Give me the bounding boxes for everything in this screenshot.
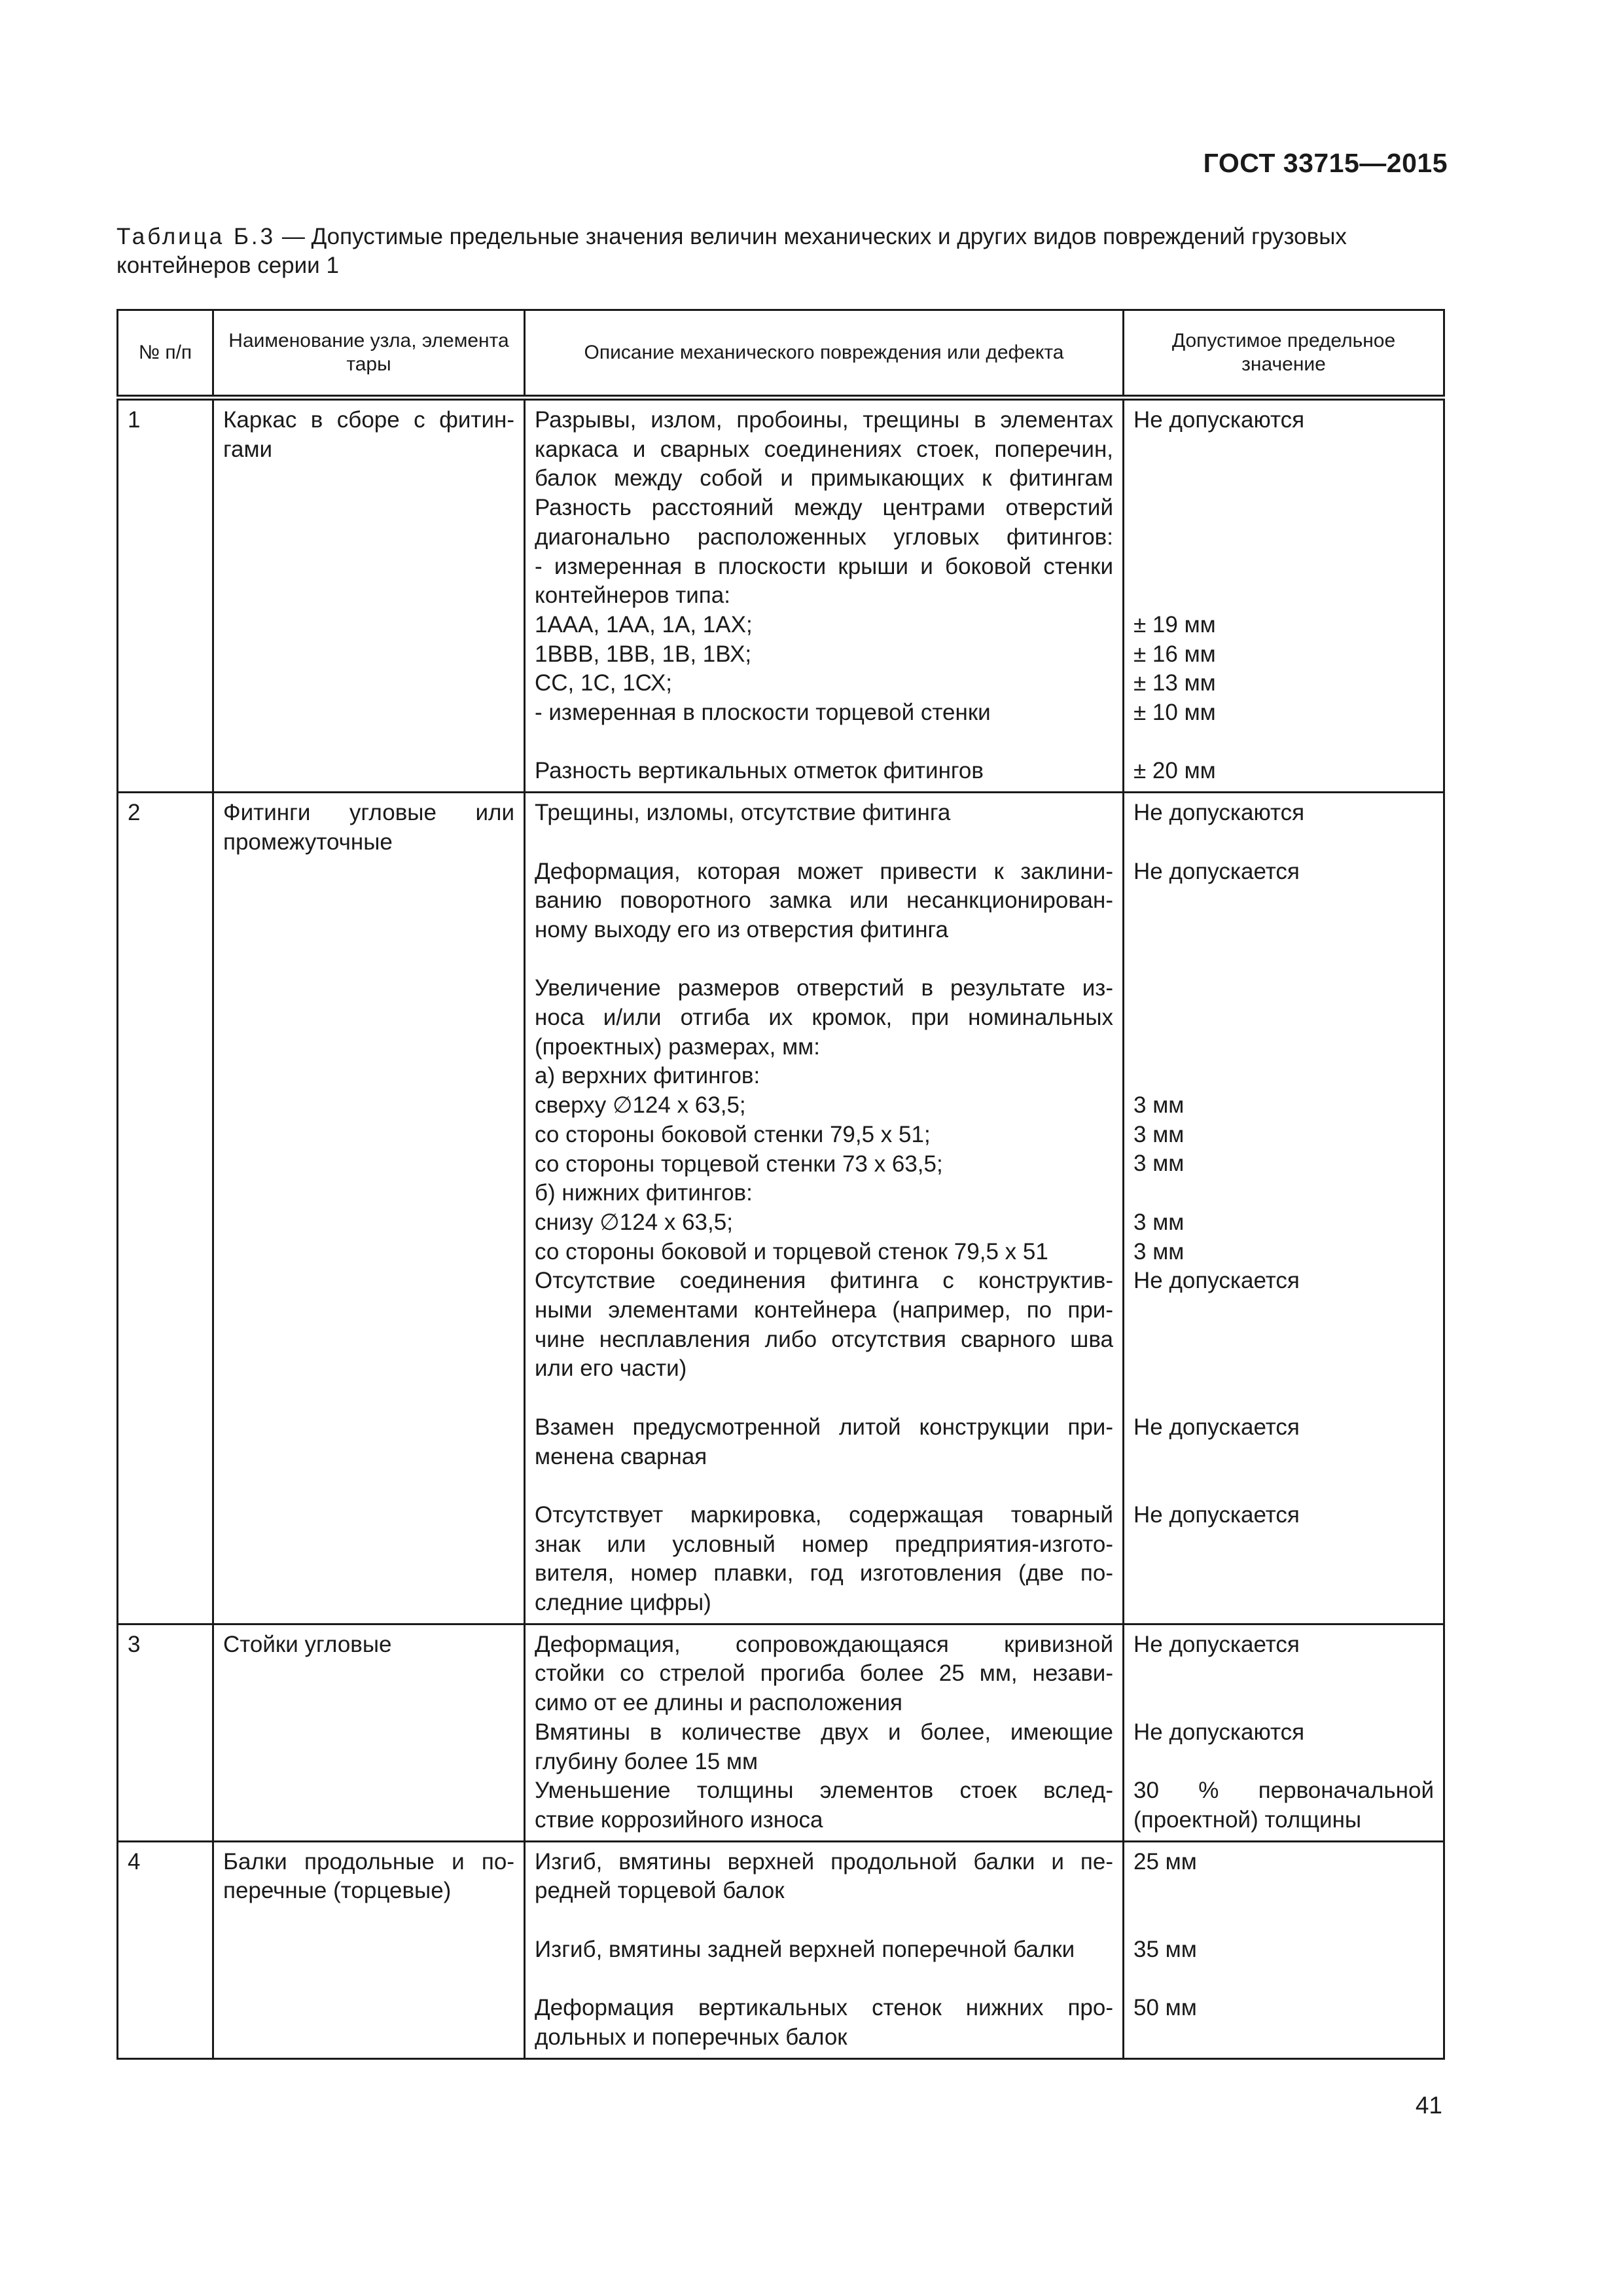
permissible-value-line — [1133, 1179, 1434, 1208]
element-name-line: Фитинги угловые или — [223, 800, 514, 826]
permissible-value-line — [1133, 728, 1434, 757]
damage-description-line: стойки со стрелой прогиба более 25 мм, незави- — [535, 1660, 1113, 1687]
permissible-value-line — [1133, 916, 1434, 945]
document-standard-header: ГОСТ 33715—2015 — [1203, 148, 1448, 178]
permissible-value-line — [1133, 435, 1434, 465]
damage-description-line: Вмятины в количестве двух и более, имеющие — [535, 1719, 1113, 1745]
damage-description-line — [535, 1906, 1113, 1935]
row-number: 3 — [118, 1624, 213, 1841]
table-row — [118, 1841, 1444, 2058]
element-name-line: Каркас в сборе с фитин- — [223, 407, 514, 433]
damage-description-line: Разность вертикальных отметок фитингов — [535, 758, 984, 784]
damage-description-line — [535, 728, 1113, 757]
damage-description-line — [535, 1384, 1113, 1413]
damage-description-line: Уменьшение толщины элементов стоек вслед- — [535, 1778, 1113, 1804]
page-number: 41 — [1415, 2092, 1442, 2119]
permissible-value-line — [1133, 1748, 1434, 1777]
damage-description-line: глубину более 15 мм — [535, 1748, 758, 1774]
damage-description-line: ванию поворотного замка или несанкционирован- — [535, 888, 1113, 914]
damage-description-line — [535, 1964, 1113, 1994]
permissible-value — [1124, 793, 1444, 1624]
permissible-value-line: ± 16 мм — [1133, 641, 1216, 667]
damage-limits-table — [116, 309, 1445, 2060]
damage-description-line: 1ААА, 1АА, 1А, 1АХ; — [535, 611, 753, 637]
damage-description — [525, 1841, 1124, 2058]
permissible-value-line: 3 мм — [1133, 1151, 1185, 1177]
permissible-value-line — [1133, 1471, 1434, 1501]
permissible-value-line — [1133, 1906, 1434, 1935]
damage-description-line: снизу ∅124 x 63,5; — [535, 1209, 733, 1235]
element-name-line: промежуточные — [223, 829, 393, 855]
table-row — [118, 398, 1444, 793]
row-number: 1 — [118, 398, 213, 793]
permissible-value — [1124, 1624, 1444, 1841]
permissible-value-line: Не допускаются — [1133, 1719, 1305, 1745]
permissible-value — [1124, 398, 1444, 793]
damage-description-line: а) верхних фитингов: — [535, 1063, 760, 1089]
permissible-value-line: ± 13 мм — [1133, 670, 1216, 696]
damage-description — [525, 1624, 1124, 1841]
damage-description-line: со стороны боковой стенки 79,5 x 51; — [535, 1121, 931, 1147]
damage-description-line: следние цифры) — [535, 1590, 711, 1616]
permissible-value-line: Не допускается — [1133, 1414, 1300, 1440]
permissible-value-line: 3 мм — [1133, 1209, 1185, 1235]
damage-description-line: диагонально расположенных угловых фитингов: — [535, 524, 1113, 550]
permissible-value-line — [1133, 523, 1434, 552]
damage-description-line: Увеличение размеров отверстий в результате из- — [535, 975, 1113, 1001]
damage-description-line: - измеренная в плоскости крыши и боковой стенки — [535, 553, 1113, 579]
damage-description-line: симо от ее длины и расположения — [535, 1690, 902, 1716]
damage-description-line: ствие коррозийного износа — [535, 1806, 823, 1833]
permissible-value-line: Не допускаются — [1133, 407, 1305, 433]
damage-description-line: со стороны боковой и торцевой стенок 79,5 x 51 — [535, 1238, 1048, 1265]
permissible-value-line: 50 мм — [1133, 1995, 1197, 2021]
permissible-value-line: 3 мм — [1133, 1238, 1185, 1265]
permissible-value-line: Не допускаются — [1133, 800, 1305, 826]
permissible-value-line: ± 19 мм — [1133, 611, 1216, 637]
table-row — [118, 793, 1444, 1624]
permissible-value-line — [1133, 464, 1434, 493]
damage-description-line: ными элементами контейнера (например, по при- — [535, 1297, 1113, 1323]
damage-description-line: Изгиб, вмятины верхней продольной балки и пе- — [535, 1848, 1113, 1874]
table-caption-label: Таблица Б.3 — [116, 224, 276, 249]
permissible-value — [1124, 1841, 1444, 2058]
element-name — [213, 1841, 525, 2058]
damage-description — [525, 793, 1124, 1624]
element-name — [213, 793, 525, 1624]
damage-description-line: Отсутствие соединения фитинга с конструктив- — [535, 1268, 1113, 1294]
damage-description-line: каркаса и сварных соединениях стоек, поперечин, — [535, 436, 1113, 462]
permissible-value-line — [1133, 1689, 1434, 1718]
damage-description-line — [535, 828, 1113, 857]
damage-description-line: сверху ∅124 x 63,5; — [535, 1092, 746, 1119]
permissible-value-line — [1133, 1003, 1434, 1033]
permissible-value-line — [1133, 1325, 1434, 1355]
permissible-value-line: Не допускается — [1133, 1631, 1300, 1657]
damage-description-line: балок между собой и примыкающих к фитингам — [535, 465, 1113, 492]
damage-description-line: Разность расстояний между центрами отверстий — [535, 495, 1113, 521]
permissible-value-line: ± 20 мм — [1133, 758, 1216, 784]
permissible-value-line: Не допускается — [1133, 1501, 1300, 1528]
damage-description-line: 1ВВВ, 1ВВ, 1В, 1ВХ; — [535, 641, 752, 667]
permissible-value-line: 25 мм — [1133, 1848, 1197, 1874]
table-row — [118, 1624, 1444, 1841]
permissible-value-line — [1133, 886, 1434, 916]
permissible-value-line — [1133, 1384, 1434, 1413]
permissible-value-line: Не допускается — [1133, 1268, 1300, 1294]
element-name-line: перечные (торцевые) — [223, 1878, 452, 1904]
damage-description-line: Изгиб, вмятины задней верхней поперечной балки — [535, 1936, 1075, 1962]
permissible-value-line — [1133, 1659, 1434, 1689]
damage-description-line: б) нижних фитингов: — [535, 1180, 753, 1206]
element-name-line: Балки продольные и по- — [223, 1848, 514, 1874]
damage-description-line: Деформация, сопровождающаяся кривизной — [535, 1631, 1113, 1657]
permissible-value-line — [1133, 1530, 1434, 1559]
damage-description-line: редней торцевой балок — [535, 1878, 785, 1904]
permissible-value-line — [1133, 945, 1434, 975]
permissible-value-line: ± 10 мм — [1133, 699, 1216, 725]
permissible-value-line: 3 мм — [1133, 1121, 1185, 1147]
permissible-value-line — [1133, 1033, 1434, 1062]
damage-description-line — [535, 945, 1113, 975]
permissible-value-line: Не допускается — [1133, 858, 1300, 884]
damage-description-line: менена сварная — [535, 1443, 707, 1469]
element-name-line: гами — [223, 436, 273, 462]
damage-description-line: носа и/или отгиба их кромок, при номинальных — [535, 1005, 1113, 1031]
element-name — [213, 398, 525, 793]
damage-description-line: Взамен предусмотренной литой конструкции при- — [535, 1414, 1113, 1440]
permissible-value-line: 35 мм — [1133, 1936, 1197, 1962]
column-header-num: № п/п — [118, 310, 213, 398]
permissible-value-line — [1133, 974, 1434, 1003]
permissible-value-line — [1133, 1296, 1434, 1325]
damage-description-line: Трещины, изломы, отсутствие фитинга — [535, 800, 951, 826]
table-caption-text: — Допустимые предельные значения величин механических и других видов повреждений грузовых контейнеров серии 1 — [116, 224, 1347, 278]
damage-description-line: СС, 1С, 1СХ; — [535, 670, 673, 696]
damage-description-line: чине несплавления либо отсутствия сварного шва — [535, 1326, 1113, 1352]
row-number: 4 — [118, 1841, 213, 2058]
damage-description-line — [535, 1471, 1113, 1501]
permissible-value-line — [1133, 1876, 1434, 1906]
permissible-value-line — [1133, 1062, 1434, 1091]
permissible-value-line — [1133, 2023, 1434, 2053]
damage-description-line: Деформация, которая может привести к заклини- — [535, 858, 1113, 884]
permissible-value-line — [1133, 1588, 1434, 1618]
permissible-value-line — [1133, 1442, 1434, 1471]
permissible-value-line — [1133, 1559, 1434, 1588]
column-header-name: Наименование узла, элемента тары — [213, 310, 525, 398]
damage-description-line: со стороны торцевой стенки 73 x 63,5; — [535, 1151, 943, 1177]
damage-description-line: вителя, номер плавки, год изготовления (две по- — [535, 1560, 1113, 1587]
column-header-value: Допустимое предельное значение — [1124, 310, 1444, 398]
table-header-row — [118, 310, 1444, 398]
damage-description-line: или его части) — [535, 1355, 687, 1382]
permissible-value-line: 30 % первоначальной — [1133, 1778, 1434, 1804]
permissible-value-line — [1133, 1354, 1434, 1384]
table-caption — [116, 223, 1445, 280]
row-number: 2 — [118, 793, 213, 1624]
permissible-value-line — [1133, 493, 1434, 523]
damage-description-line: Деформация вертикальных стенок нижних про- — [535, 1995, 1113, 2021]
permissible-value-line: (проектной) толщины — [1133, 1806, 1362, 1833]
damage-description-line: (проектных) размерах, мм: — [535, 1033, 820, 1060]
damage-description-line: знак или условный номер предприятия-изгото- — [535, 1531, 1113, 1557]
damage-description-line: - измеренная в плоскости торцевой стенки — [535, 700, 991, 726]
damage-description — [525, 398, 1124, 793]
damage-description-line: ному выходу его из отверстия фитинга — [535, 916, 948, 942]
damage-description-line: Разрывы, излом, пробоины, трещины в элементах — [535, 407, 1113, 433]
column-header-description: Описание механического повреждения или дефекта — [525, 310, 1124, 398]
permissible-value-line — [1133, 581, 1434, 611]
permissible-value-line — [1133, 1964, 1434, 1994]
element-name-line: Стойки угловые — [223, 1631, 392, 1657]
permissible-value-line: 3 мм — [1133, 1092, 1185, 1119]
damage-description-line: дольных и поперечных балок — [535, 2024, 847, 2050]
element-name — [213, 1624, 525, 1841]
permissible-value-line — [1133, 552, 1434, 581]
permissible-value-line — [1133, 828, 1434, 857]
damage-description-line: контейнеров типа: — [535, 583, 730, 609]
damage-description-line: Отсутствует маркировка, содержащая товарный — [535, 1501, 1113, 1528]
